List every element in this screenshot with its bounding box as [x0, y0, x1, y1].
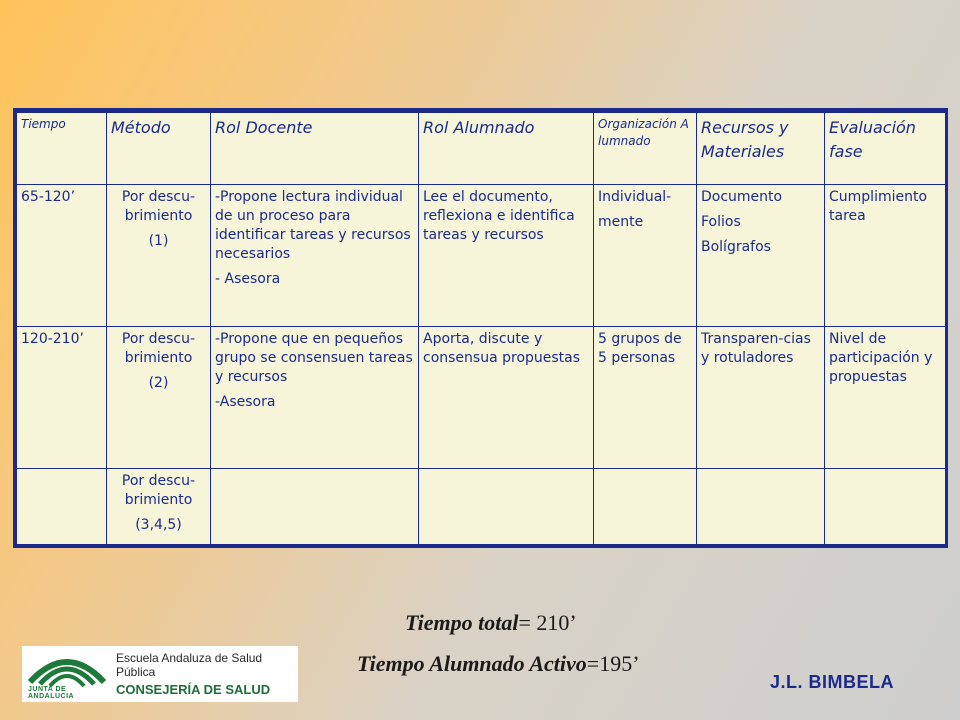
- active-time-value: =195’: [586, 651, 640, 676]
- recurso-item: Folios: [701, 214, 741, 230]
- cell-rol-alumnado: Aporta, discute y consensua propuestas: [419, 327, 594, 469]
- total-time-value: = 210’: [518, 610, 577, 635]
- rol-docente-text: -Propone que en pequeños grupo se consensuen tareas y recursos: [215, 331, 413, 385]
- rol-docente-asesora: - Asesora: [215, 271, 281, 287]
- metodo-text: Por descu-brimiento: [121, 331, 196, 366]
- header-recursos: Recursos y Materiales: [697, 113, 825, 185]
- recurso-item: Documento: [701, 189, 783, 205]
- logo-text: [116, 651, 298, 697]
- author-name: J.L. BIMBELA: [770, 672, 895, 692]
- metodo-number: (1): [148, 233, 169, 249]
- header-rol-docente: Rol Docente: [211, 113, 419, 185]
- header-metodo: Método: [107, 113, 211, 185]
- cell-rol-alumnado: [419, 469, 594, 545]
- metodo-text: Por descu-brimiento: [121, 473, 196, 508]
- logo-line1: Escuela Andaluza de Salud Pública: [116, 651, 263, 679]
- cell-recursos: Transparen-cias y rotuladores: [697, 327, 825, 469]
- table-row: [17, 327, 946, 469]
- active-time: [357, 651, 640, 677]
- cell-evaluacion: [825, 469, 946, 545]
- cell-metodo: [107, 327, 211, 469]
- logo-line2: CONSEJERÍA DE SALUD: [116, 682, 271, 697]
- header-tiempo: Tiempo: [17, 113, 107, 185]
- cell-recursos: [697, 469, 825, 545]
- cell-metodo: [107, 185, 211, 327]
- rol-docente-text: -Propone lectura individual de un proceso para identificar tareas y recursos necesarios: [215, 189, 411, 262]
- cell-rol-alumnado: Lee el documento, reflexiona e identifica tareas y recursos: [419, 185, 594, 327]
- cell-organizacion: [594, 185, 697, 327]
- cell-organizacion: [594, 469, 697, 545]
- cell-rol-docente: [211, 469, 419, 545]
- institution-logo: [22, 646, 298, 702]
- table-row: [17, 469, 946, 545]
- organizacion-line: Individual-: [598, 189, 672, 205]
- table-header-row: [17, 113, 946, 185]
- active-time-label: Tiempo Alumnado Activo: [357, 651, 587, 676]
- logo-mark-text: JUNTA DE ANDALUCIA: [28, 686, 75, 700]
- total-time-label: Tiempo total: [405, 610, 519, 635]
- cell-tiempo: 65-120’: [17, 185, 107, 327]
- cell-rol-docente: [211, 185, 419, 327]
- metodo-number: (2): [148, 375, 169, 391]
- recurso-item: Bolígrafos: [701, 239, 771, 255]
- cell-evaluacion: Cumplimiento tarea: [825, 185, 946, 327]
- rol-docente-asesora: -Asesora: [215, 394, 276, 410]
- total-time: [405, 610, 577, 636]
- metodo-number: (3,4,5): [135, 517, 182, 533]
- organizacion-line: mente: [598, 214, 644, 230]
- header-evaluacion: Evaluación fase: [825, 113, 946, 185]
- junta-andalucia-logo-icon: [22, 646, 112, 702]
- cell-organizacion: 5 grupos de 5 personas: [594, 327, 697, 469]
- cell-rol-docente: [211, 327, 419, 469]
- header-rol-alumnado: Rol Alumnado: [419, 113, 594, 185]
- metodo-text: Por descu-brimiento: [121, 189, 196, 224]
- cell-tiempo: [17, 469, 107, 545]
- cell-tiempo: 120-210’: [17, 327, 107, 469]
- header-organizacion: Organización Alumnado: [594, 113, 697, 185]
- cell-metodo: [107, 469, 211, 545]
- table-row: [17, 185, 946, 327]
- cell-evaluacion: Nivel de participación y propuestas: [825, 327, 946, 469]
- cell-recursos: [697, 185, 825, 327]
- session-plan-table: [13, 108, 948, 548]
